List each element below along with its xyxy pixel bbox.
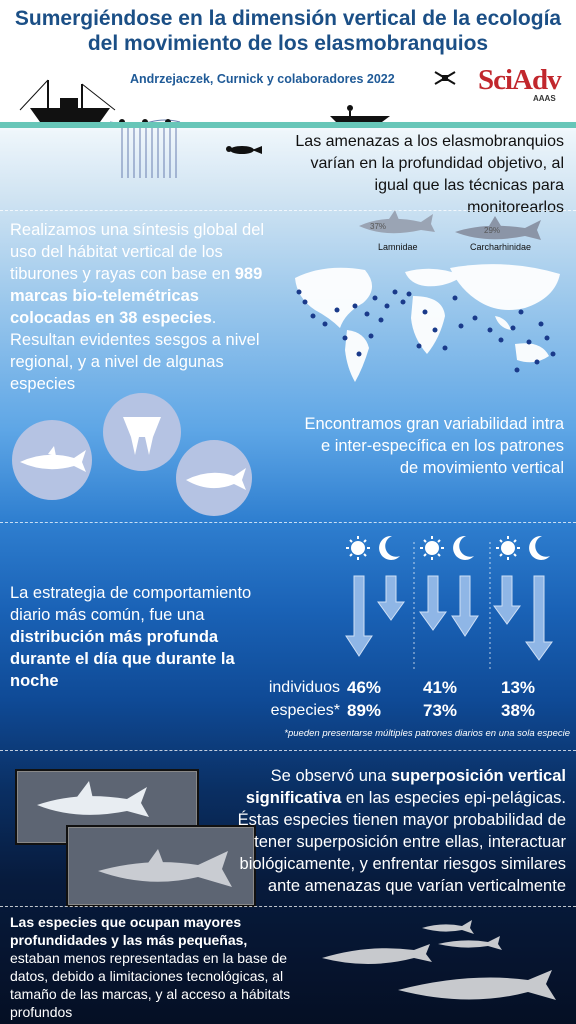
row-label-especies: especies* bbox=[270, 702, 340, 719]
section-divider bbox=[0, 750, 576, 751]
arrow-down-icon bbox=[452, 576, 478, 636]
carcharhinidae-label: Carcharhinidae bbox=[470, 242, 532, 252]
whale-shark-icon bbox=[176, 440, 252, 516]
aaas-logo: AAAS bbox=[533, 94, 556, 103]
pct-individuos-3: 13% bbox=[500, 678, 536, 697]
pct-individuos-2: 41% bbox=[422, 678, 458, 697]
arrow-down-icon bbox=[526, 576, 552, 660]
authors: Andrzejaczek, Curnick y colaboradores 2022 bbox=[130, 72, 395, 86]
synthesis-text bbox=[10, 219, 278, 395]
arrow-down-icon bbox=[346, 576, 372, 656]
sea-surface bbox=[0, 122, 576, 128]
pct-especies-1: 89% bbox=[346, 701, 382, 720]
lamnidae-percent: 37% bbox=[370, 222, 387, 231]
page-title bbox=[8, 6, 568, 56]
lamnidae-label: Lamnidae bbox=[378, 242, 418, 252]
overlap-text-bold: superposición vertical significativa bbox=[245, 767, 566, 807]
threats-text: Las amenazas a los elasmobranquios varían en la profundidad objetivo, al igual que las técnicas para monitorearlos bbox=[295, 133, 564, 216]
pct-especies-2: 73% bbox=[422, 701, 458, 720]
deep-species-text bbox=[10, 913, 300, 1021]
arrow-down-icon bbox=[494, 576, 520, 624]
shark-circle bbox=[12, 420, 92, 500]
small-shark-icon bbox=[422, 920, 474, 934]
fishing-boat-icon bbox=[20, 80, 115, 122]
strategy-text-part1: La estrategia de comportamiento diario más común, fue una bbox=[10, 584, 252, 624]
synthesis-text-part1: Realizamos una síntesis global del uso del hábitat vertical de los tiburones y rayas con base en bbox=[10, 221, 265, 283]
sciadv-logo: SciAdv bbox=[478, 64, 561, 96]
small-boat-icon bbox=[330, 105, 390, 122]
deep-species-text-rest: estaban menos representadas en la base de datos, debido a limitaciones tecnológicas, al tamaño de las marcas, y al acceso a hábitats profundos bbox=[10, 950, 291, 1020]
catshark-icon bbox=[322, 944, 432, 964]
strategy-text-bold: distribución más profunda durante el día que durante la noche bbox=[10, 628, 235, 690]
manta-ray-icon bbox=[103, 393, 181, 471]
strategy-text bbox=[10, 582, 280, 692]
variability-text: Encontramos gran variabilidad intra e inter-específica en los patrones de movimiento vertical bbox=[304, 415, 564, 477]
footnote: *pueden presentarse múltiples patrones diarios en una sola especie bbox=[284, 728, 570, 739]
arrow-down-icon bbox=[378, 576, 404, 620]
small-shark-icon bbox=[438, 936, 502, 950]
synthesis-text-part2: . Resultan evidentes sesgos a nivel regional, y a nivel de algunas especies bbox=[10, 309, 260, 393]
pct-individuos-1: 46% bbox=[346, 678, 382, 697]
moon-icon bbox=[379, 536, 400, 560]
carcharhinidae-percent: 29% bbox=[484, 226, 501, 235]
row-label-individuos: individuos bbox=[268, 679, 340, 696]
world-map-land bbox=[295, 264, 560, 382]
section-divider bbox=[0, 522, 576, 523]
synthesis-text-bold: 989 marcas bio-telemétricas colocadas en 38 especies bbox=[10, 265, 263, 327]
whale-shark-photo-icon bbox=[68, 827, 254, 905]
moon-icon bbox=[529, 536, 550, 560]
satellite-icon bbox=[435, 72, 455, 84]
deep-species-text-bold: Las especies que ocupan mayores profundidades y las más pequeñas, bbox=[10, 914, 248, 948]
diver-icon bbox=[226, 146, 262, 154]
overlap-text-part2: en las especies epi-pelágicas. Éstas especies tienen mayor probabilidad de tener superposición entre ellas, interactuar biológicamente, y enfrentar riesgos similares ante amenazas que varían verticalmente bbox=[237, 789, 566, 895]
longline-net-icon bbox=[110, 120, 180, 178]
pct-especies-3: 38% bbox=[500, 701, 536, 720]
shark-icon bbox=[12, 420, 92, 500]
moon-icon bbox=[453, 536, 474, 560]
sleeper-shark-icon bbox=[398, 970, 556, 1000]
title-line-2: del movimiento de los elasmobranquios bbox=[87, 32, 489, 55]
title-line-1: Sumergiéndose en la dimensión vertical de la ecología bbox=[14, 7, 562, 30]
arrow-down-icon bbox=[420, 576, 446, 630]
sun-icon bbox=[496, 536, 520, 560]
deep-sharks-illustration bbox=[318, 918, 570, 1018]
section-divider bbox=[0, 906, 576, 907]
whale-shark-circle bbox=[176, 440, 252, 516]
diel-pattern-illustration bbox=[340, 532, 572, 672]
whale-shark-photo bbox=[66, 825, 256, 907]
world-map-tags bbox=[285, 258, 570, 388]
sun-icon bbox=[346, 536, 370, 560]
overlap-text bbox=[230, 765, 566, 897]
sun-icon bbox=[420, 536, 444, 560]
overlap-text-part1: Se observó una bbox=[270, 767, 391, 785]
manta-ray-circle bbox=[103, 393, 181, 471]
